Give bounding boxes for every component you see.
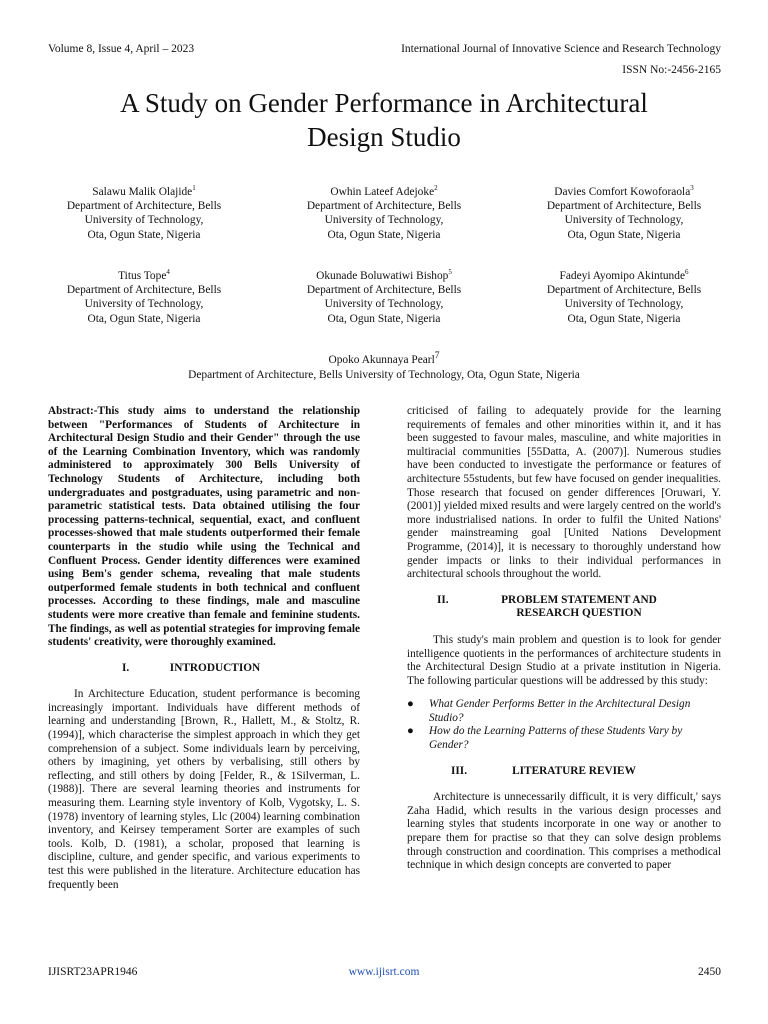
author-dept: Department of Architecture, Bells <box>306 284 462 297</box>
author-loc: Ota, Ogun State, Nigeria <box>327 228 441 241</box>
author-3 <box>504 181 744 242</box>
abstract: Abstract:-This study aims to understand the relationship between "Performances of Students of Architecture in Architectural Design Studio and their Gender" through the use of the Learning Combination Inventory, which was randomly administered to approximately 300 Bells University of Technology Students of Architecture, including both undergraduates and postgraduates, using parametric and non-parametric statistical tests. Data obtained utilising the four processing patterns-technical, sequential, exact, and confluent processes-showed that male students outperformed their female counterparts in the studio while using the Technical and Confluent Process. Gender identity differences were examined using Bem's gender schema, revealing that male students outperformed female students in both technical and confluent processes. According to these findings, male and masculine students were more creative than female and feminine students. The findings, as well as potential strategies for improving female students' creativity, were thoroughly examined. <box>48 405 360 649</box>
author-dept: Department of Architecture, Bells <box>546 200 702 213</box>
problem-statement-text: This study's main problem and question is to look for gender intelligence quotients in the performances of architecture students in the Architectural Design Studio at a private institution in Nigeria. The following particular questions will be addressed by this study: <box>407 633 721 687</box>
author-7 <box>40 349 728 383</box>
author-uni: University of Technology, <box>564 214 684 227</box>
author-name: Davies Comfort Kowoforaola <box>554 185 691 198</box>
author-name: Opoko Akunnaya Pearl <box>328 353 435 366</box>
list-item: ● What Gender Performs Better in the Architectural Design Studio? <box>407 698 691 724</box>
author-sup: 6 <box>685 268 689 276</box>
introduction-continued: criticised of failing to adequately provide for the learning requirements of females and other minorities within it, and it has been suggested to favour males, masculine, and white majorities in multiracial communities [55Datta, A. (2007)]. Numerous studies have been conducted to investigate the performance or features of architecture 55students, but few have focused on gender inequalities. Those research that focused on gender differences [Oruwari, Y. (2001)] yielded mixed results and were largely centred on the world's more industrialised nations. In order to fulfil the United Nations' gender mainstreaming goal [United Nations Development Programme, (2014)], it is necessary to thoroughly understand how gender impacts or links to their individual performances in architectural schools throughout the world. <box>407 405 721 581</box>
section-heading-problem-statement <box>407 594 721 621</box>
section-heading-introduction <box>48 662 360 676</box>
author-dept: Department of Architecture, Bells <box>546 284 702 297</box>
introduction-text: In Architecture Education, student performance is becoming increasingly important. Individuals have different methods of learning and understanding [Brown, R., Hallett, M., & Stoltz, R. (1994)], which characterise the simplest approach in which they get comprehension of a subject. Some individuals learn by perceiving, others by imagining, yet others by verbalising, still others by reflecting, and still others by doing [Felder, R., & 1Silverman, L. (1988)]. There are several learning theories and instruments for measuring them. Learning style inventory of Kolb, Vygotsky, L. S. (1978) inventory of learning styles, Llc (2004) learning combination inventory, and Keirsey temperament Sorter are examples of such tools. Kolb, D. (1981), a scholar, proposed that learning is discipline, culture, and gender specific, and various experiments to test this were published in the literature. Architecture education has frequently been <box>48 688 360 891</box>
author-sup: 2 <box>434 184 438 192</box>
section-number: I. <box>122 661 130 674</box>
author-loc: Ota, Ogun State, Nigeria <box>87 228 201 241</box>
right-column <box>407 405 721 873</box>
section-title-line-1: PROBLEM STATEMENT AND <box>501 593 657 606</box>
author-loc: Ota, Ogun State, Nigeria <box>567 312 681 325</box>
author-name: Salawu Malik Olajide <box>92 185 193 198</box>
section-heading-literature-review <box>407 765 721 779</box>
literature-review-text: Architecture is unnecessarily difficult, it is very difficult,' says Zaha Hadid, which results in the various design processes and learning styles that students incorporate in one way or another to prepare them for practise so that they can solve design problems through construction and coordination. This comprises a methodical technique in which design concepts are converted to paper <box>407 791 721 872</box>
author-name: Owhin Lateef Adejoke <box>330 185 435 198</box>
author-affiliation: Department of Architecture, Bells University of Technology, Ota, Ogun State, Nigeria <box>188 369 580 382</box>
list-item: ● How do the Learning Patterns of these Students Vary by Gender? <box>407 725 683 752</box>
author-uni: University of Technology, <box>324 298 444 311</box>
author-dept: Department of Architecture, Bells <box>66 200 222 213</box>
title-line-2: Design Studio <box>307 122 461 152</box>
author-dept: Department of Architecture, Bells <box>66 284 222 297</box>
section-title: LITERATURE REVIEW <box>512 764 636 777</box>
author-name: Titus Tope <box>118 269 167 282</box>
section-title: INTRODUCTION <box>169 661 261 674</box>
author-5 <box>264 265 504 326</box>
journal-volume: Volume 8, Issue 4, April – 2023 <box>48 43 195 55</box>
author-name: Fadeyi Ayomipo Akintunde <box>559 269 685 282</box>
author-uni: University of Technology, <box>564 298 684 311</box>
paper-id: IJISRT23APR1946 <box>48 966 138 978</box>
left-column <box>48 405 360 892</box>
author-loc: Ota, Ogun State, Nigeria <box>327 312 441 325</box>
section-title-line-2: RESEARCH QUESTION <box>516 607 642 620</box>
bullet-icon: ● <box>407 725 414 738</box>
title-line-1: A Study on Gender Performance in Architectural <box>120 88 648 118</box>
section-number: II. <box>437 593 449 606</box>
research-questions <box>407 698 721 752</box>
bullet-icon: ● <box>407 698 414 711</box>
author-sup: 4 <box>166 268 170 276</box>
section-number: III. <box>451 764 468 777</box>
author-sup: 5 <box>448 268 452 276</box>
journal-issn: ISSN No:-2456-2165 <box>622 64 721 76</box>
author-4 <box>24 265 264 326</box>
author-loc: Ota, Ogun State, Nigeria <box>567 228 681 241</box>
journal-name: International Journal of Innovative Science and Research Technology <box>401 43 721 55</box>
author-uni: University of Technology, <box>84 214 204 227</box>
page-number: 2450 <box>698 966 721 978</box>
journal-url-link[interactable]: www.ijisrt.com <box>348 966 420 978</box>
paper-title <box>40 86 728 154</box>
author-loc: Ota, Ogun State, Nigeria <box>87 312 201 325</box>
author-sup: 3 <box>690 184 694 192</box>
author-name: Okunade Boluwatiwi Bishop <box>316 269 449 282</box>
author-2 <box>264 181 504 242</box>
author-uni: University of Technology, <box>324 214 444 227</box>
author-6 <box>504 265 744 326</box>
author-uni: University of Technology, <box>84 298 204 311</box>
author-sup: 1 <box>192 184 196 192</box>
author-1 <box>24 181 264 242</box>
author-sup: 7 <box>434 351 440 361</box>
author-dept: Department of Architecture, Bells <box>306 200 462 213</box>
